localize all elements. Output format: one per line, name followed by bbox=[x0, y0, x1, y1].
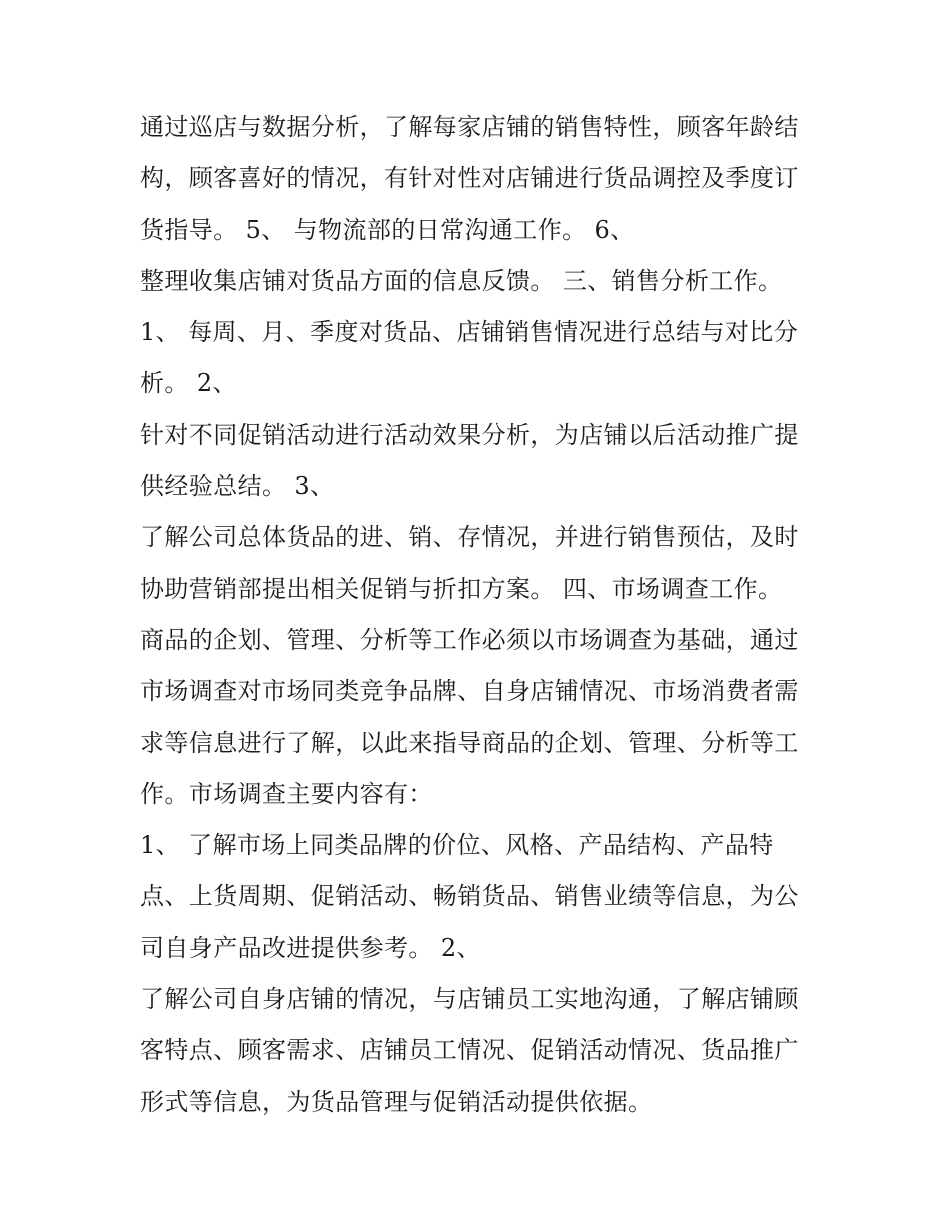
text-line: 形式等信息，为货品管理与促销活动提供依据。 bbox=[140, 1087, 653, 1116]
text-line: 1、 每周、月、季度对货品、店铺销售情况进行总结与对比分 bbox=[140, 318, 799, 347]
text-line: 构，顾客喜好的情况，有针对性对店铺进行货品调控及季度订 bbox=[140, 164, 799, 193]
text-line: 货指导。 5、 与物流部的日常沟通工作。 6、 bbox=[140, 215, 635, 244]
text-line: 通过巡店与数据分析，了解每家店铺的销售特性，顾客年龄结 bbox=[140, 113, 799, 141]
text-line: 整理收集店铺对货品方面的信息反馈。 三、销售分析工作。 bbox=[140, 266, 783, 295]
text-line: 了解公司总体货品的进、销、存情况，并进行销售预估，及时 bbox=[140, 523, 799, 552]
text-line: 析。 2、 bbox=[140, 369, 237, 398]
text-line: 供经验总结。 3、 bbox=[140, 472, 335, 501]
text-line: 了解公司自身店铺的情况，与店铺员工实地沟通，了解店铺顾 bbox=[140, 985, 799, 1014]
text-line: 点、上货周期、促销活动、畅销货品、销售业绩等信息，为公 bbox=[140, 882, 799, 911]
text-line: 求等信息进行了解，以此来指导商品的企划、管理、分析等工 bbox=[140, 728, 799, 757]
body-text bbox=[140, 102, 820, 1128]
text-line: 1、 了解市场上同类品牌的价位、风格、产品结构、产品特 bbox=[140, 831, 774, 860]
text-line: 司自身产品改进提供参考。 2、 bbox=[140, 933, 481, 962]
text-line: 商品的企划、管理、分析等工作必须以市场调查为基础，通过 bbox=[140, 625, 799, 654]
text-line: 市场调查对市场同类竞争品牌、自身店铺情况、市场消费者需 bbox=[140, 677, 799, 706]
text-line: 客特点、顾客需求、店铺员工情况、促销活动情况、货品推广 bbox=[140, 1036, 799, 1065]
text-line: 针对不同促销活动进行活动效果分析，为店铺以后活动推广提 bbox=[140, 420, 799, 449]
text-line: 作。市场调查主要内容有： bbox=[140, 779, 433, 808]
text-line: 协助营销部提出相关促销与折扣方案。 四、市场调查工作。 bbox=[140, 574, 783, 603]
